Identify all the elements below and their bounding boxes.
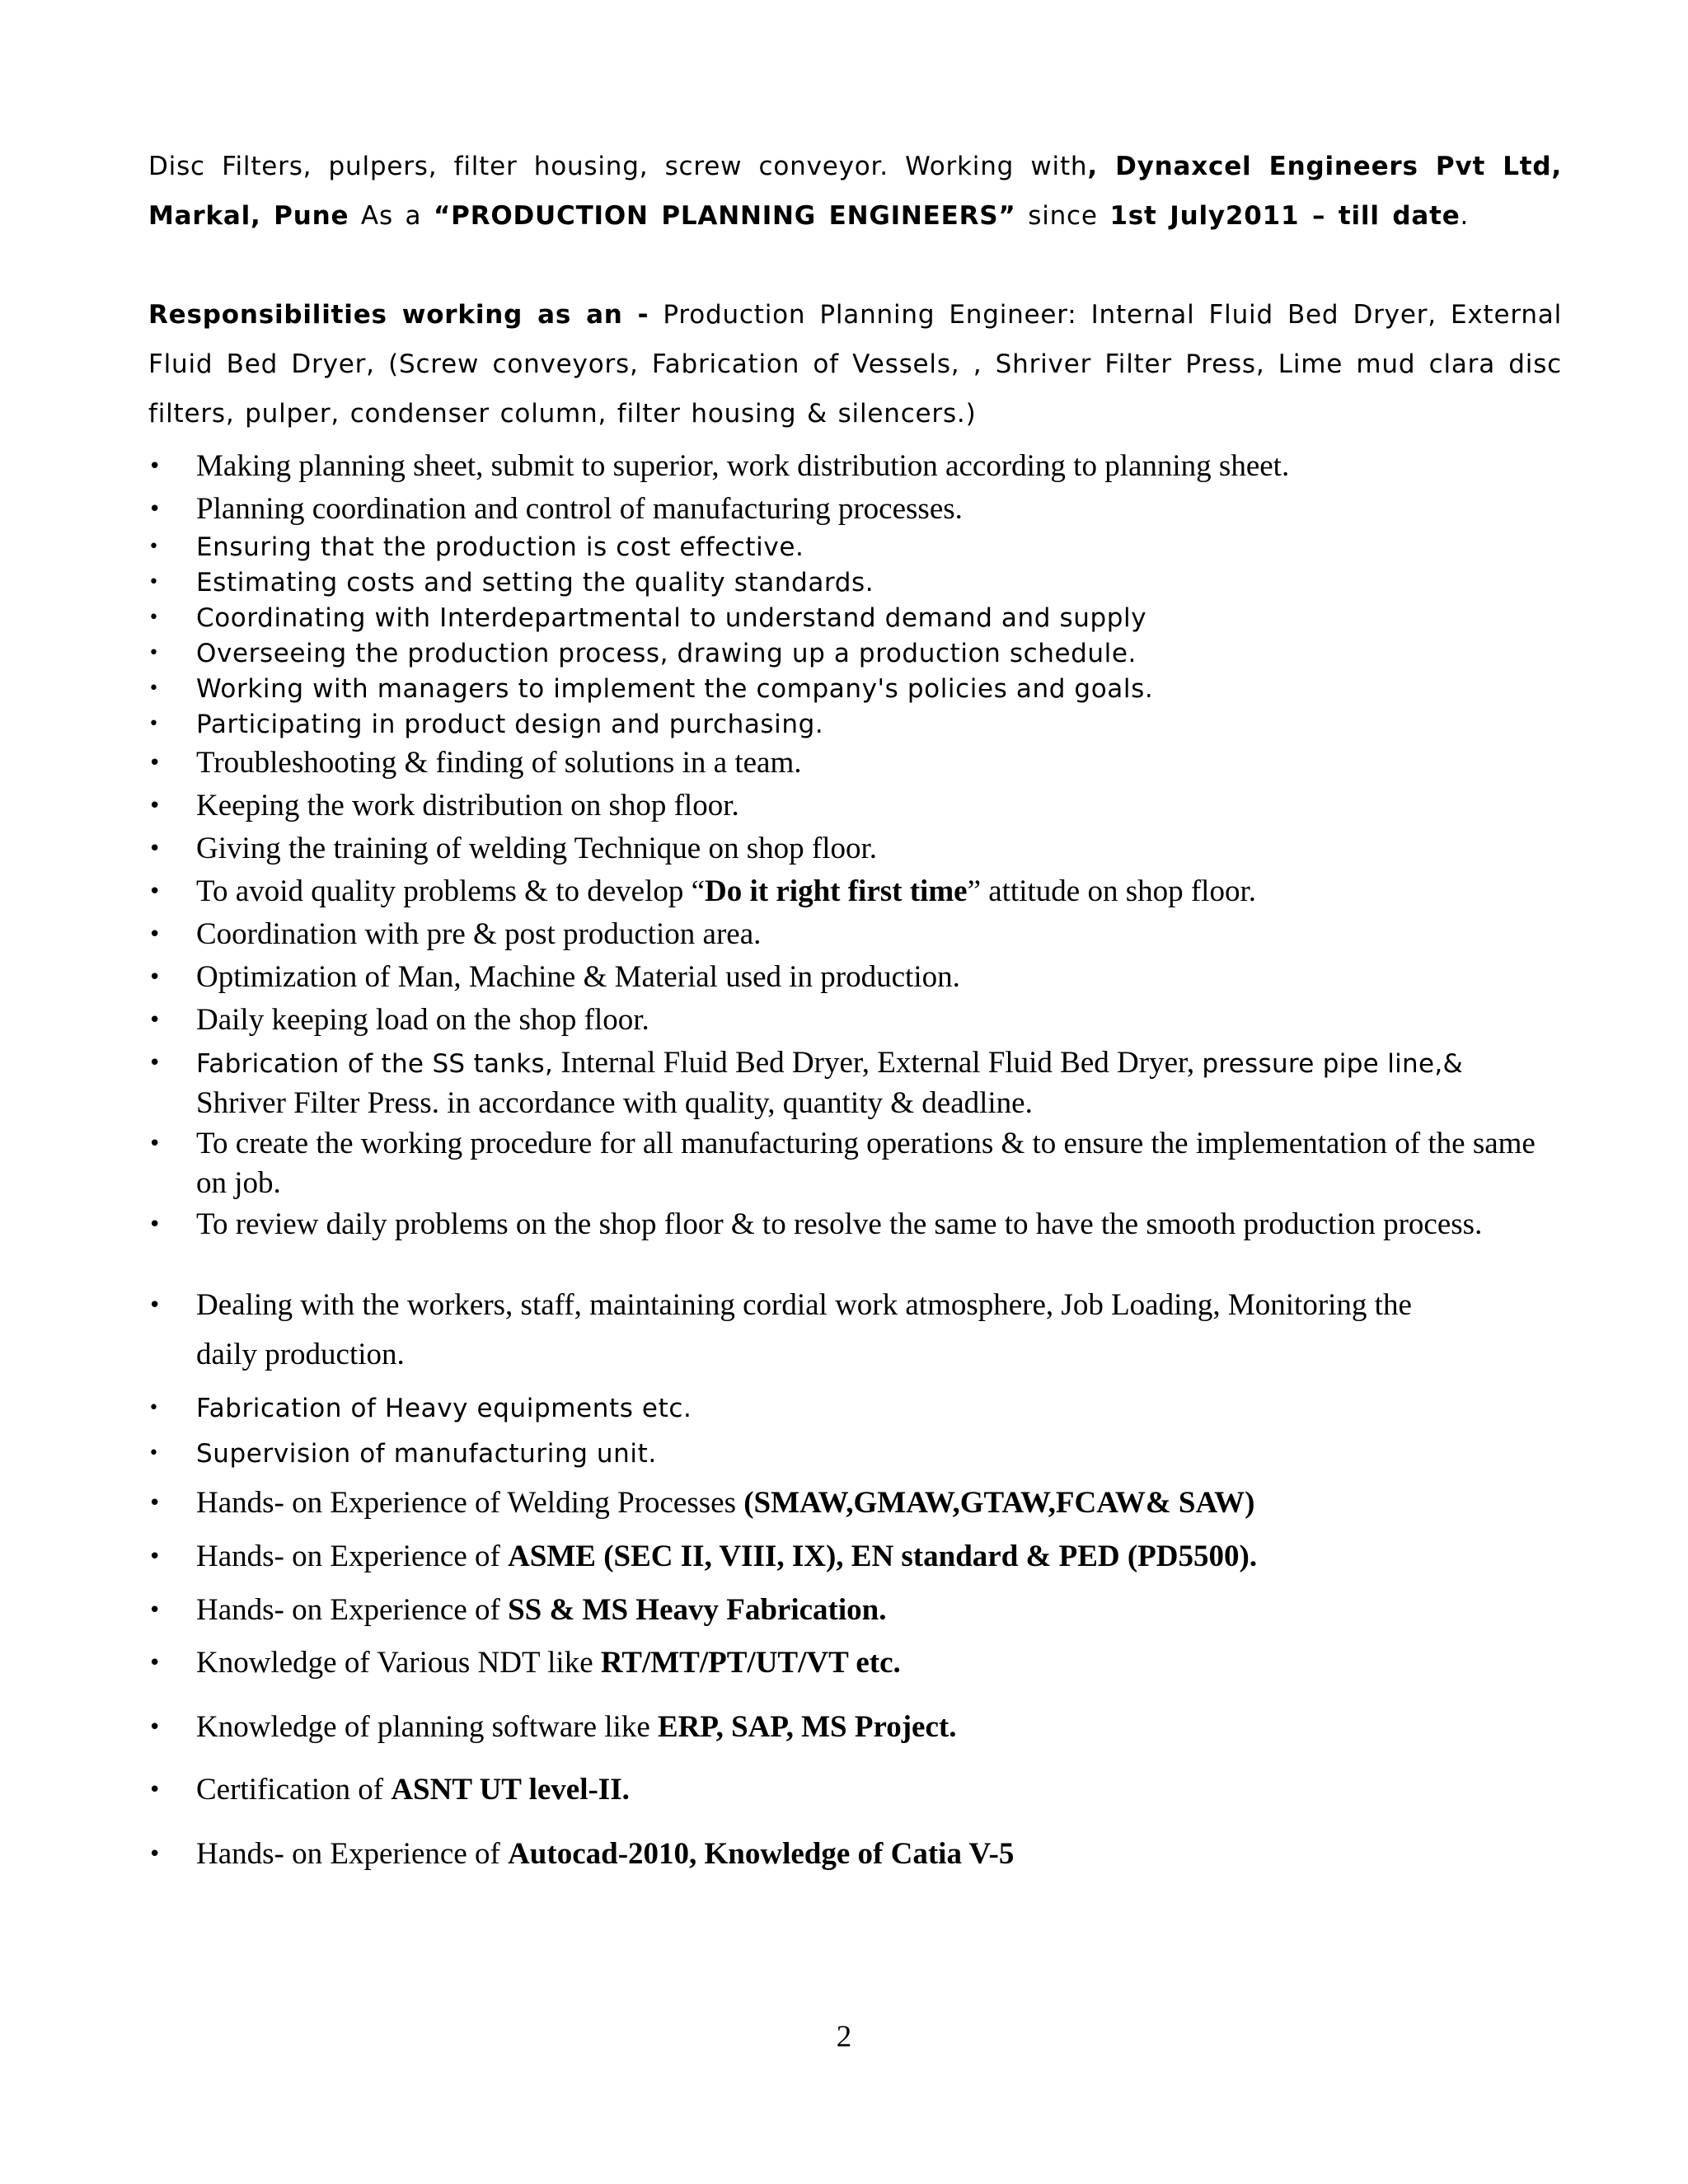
list-item-emphasis: SS & MS Heavy Fabrication. — [508, 1593, 887, 1627]
bullet-icon: • — [148, 837, 162, 861]
bullet-icon: • — [148, 1051, 162, 1076]
bullet-icon: • — [148, 607, 159, 628]
bullet-icon: • — [148, 1491, 162, 1516]
list-item-text-part: Knowledge of Various NDT like — [196, 1646, 601, 1680]
list-item-text-part: Certification of — [196, 1773, 392, 1807]
responsibilities-heading: Responsibilities working as an - — [148, 300, 649, 330]
bullet-icon: • — [148, 1544, 162, 1569]
list-item-text: Supervision of manufacturing unit. — [196, 1439, 657, 1469]
role-title: “PRODUCTION PLANNING ENGINEERS” — [434, 201, 1016, 231]
bullet-icon: • — [148, 1778, 162, 1802]
bullet-icon: • — [148, 1293, 162, 1318]
bullet-icon: • — [148, 879, 162, 904]
list-item-emphasis: ASME (SEC II, VIII, IX), EN standard & PED (PD5500). — [508, 1540, 1258, 1573]
list-item-text: To create the working procedure for all manufacturing operations & to ensure the implementation of the same on job. — [196, 1127, 1536, 1200]
list-item-text: Planning coordination and control of manufacturing processes. — [196, 492, 963, 526]
bullet-icon: • — [148, 1651, 162, 1675]
list-item-text — [196, 1643, 1564, 1683]
list-item-text: Making planning sheet, submit to superior, work distribution according to planning sheet. — [196, 449, 1290, 483]
list-item-text — [196, 1483, 1564, 1523]
bullet-icon: • — [148, 1212, 162, 1237]
bullet-icon: • — [148, 454, 162, 479]
list-item-text: To review daily problems on the shop floor & to resolve the same to have the smooth production process. — [196, 1207, 1483, 1241]
list-item-text — [196, 1708, 1564, 1747]
bullet-icon: • — [148, 678, 159, 699]
bullet-icon: • — [148, 1008, 162, 1033]
bullet-icon: • — [148, 497, 162, 522]
intro-text-2: As a — [349, 201, 434, 231]
bullet-icon: • — [148, 1842, 162, 1867]
list-item-text: Optimization of Man, Machine & Material used in production. — [196, 960, 960, 994]
list-item-text: Ensuring that the production is cost effective. — [196, 532, 804, 562]
intro-text-3: since — [1015, 201, 1110, 231]
list-item-emphasis: ERP, SAP, MS Project. — [658, 1710, 957, 1744]
list-item-text-part: Internal Fluid Bed Dryer, External Fluid Bed Dryer, — [553, 1046, 1203, 1080]
list-item-text: Coordination with pre & post production area. — [196, 917, 762, 951]
bullet-icon: • — [148, 965, 162, 990]
list-item-text: Giving the training of welding Technique on shop floor. — [196, 832, 878, 865]
list-item-text-part: Hands- on Experience of — [196, 1540, 509, 1573]
intro-text-1: Disc Filters, pulpers, filter housing, screw conveyor. Working with — [148, 152, 1088, 181]
list-item-text — [196, 1537, 1564, 1577]
list-item-text-part: Hands- on Experience of — [196, 1593, 509, 1627]
bullet-icon: • — [148, 572, 159, 593]
list-item-text-part: Fabrication of the SS tanks, — [196, 1049, 554, 1079]
list-item-text-part: To avoid quality problems & to develop “ — [196, 874, 706, 908]
list-item-text — [196, 1770, 1564, 1810]
list-item-text-part: pressure pipe line,& — [1202, 1049, 1463, 1079]
list-item-text-part: Knowledge of planning software like — [196, 1710, 658, 1744]
list-item-text: Estimating costs and setting the quality standards. — [196, 568, 874, 598]
bullet-icon: • — [148, 643, 159, 663]
list-item-text-part: daily production. — [196, 1338, 405, 1371]
list-item-text: Overseeing the production process, drawing up a production schedule. — [196, 639, 1137, 668]
list-item-emphasis: ASNT UT level-II. — [391, 1773, 630, 1807]
page-number: 2 — [836, 2020, 852, 2054]
list-item-emphasis: (SMAW,GMAW,GTAW,FCAW& SAW) — [743, 1486, 1255, 1520]
list-item-text-part: Shriver Filter Press. in accordance with quality, quantity & deadline. — [196, 1086, 1033, 1120]
list-item-text-part: Hands- on Experience of — [196, 1837, 509, 1871]
list-item-text: Troubleshooting & finding of solutions in a team. — [196, 746, 802, 780]
company-name: , Dynaxcel Engineers Pvt Ltd, Markal, Pune — [148, 152, 1562, 231]
list-item-text — [196, 872, 1564, 912]
list-item-text — [196, 1043, 1564, 1123]
list-item-emphasis: Do it right first time — [705, 874, 968, 908]
employment-period: 1st July2011 – till date — [1109, 201, 1461, 231]
list-item-text-part: ” attitude on shop floor. — [967, 874, 1256, 908]
bullet-icon: • — [148, 1398, 159, 1418]
list-item-text: Daily keeping load on the shop floor. — [196, 1003, 649, 1037]
bullet-icon: • — [148, 1443, 159, 1464]
list-item-text: Keeping the work distribution on shop floor. — [196, 789, 739, 823]
list-item-text: Working with managers to implement the company's policies and goals. — [196, 674, 1154, 704]
bullet-icon: • — [148, 1598, 162, 1623]
bullet-icon: • — [148, 714, 159, 734]
bullet-icon: • — [148, 1132, 162, 1156]
list-item-text: Fabrication of Heavy equipments etc. — [196, 1394, 692, 1423]
list-item-text-part: Hands- on Experience of Welding Processes — [196, 1486, 744, 1520]
list-item-text: Coordinating with Interdepartmental to understand demand and supply — [196, 603, 1147, 633]
list-item-text — [196, 1286, 1564, 1375]
bullet-icon: • — [148, 1715, 162, 1740]
list-item-emphasis: Autocad-2010, Knowledge of Catia V-5 — [508, 1837, 1015, 1871]
bullet-icon: • — [148, 537, 159, 557]
bullet-icon: • — [148, 794, 162, 818]
responsibilities-text: Production Planning Engineer: Internal Fluid Bed Dryer, External Fluid Bed Dryer, (Screw conveyors, Fabrication of Vessels, , Shriver Filter Press, Lime mud clara disc filters, pulper, condenser column, filter housing & silencers.) — [148, 300, 1562, 429]
list-item-text — [196, 1835, 1564, 1874]
bullet-icon: • — [148, 751, 162, 776]
intro-text-4: . — [1460, 201, 1470, 231]
list-item-text — [196, 1591, 1564, 1630]
bullet-icon: • — [148, 922, 162, 947]
list-item-emphasis: RT/MT/PT/UT/VT etc. — [600, 1646, 901, 1680]
list-item-text: Participating in product design and purchasing. — [196, 710, 824, 739]
list-item-text-part: Dealing with the workers, staff, maintaining cordial work atmosphere, Job Loading, Monitoring the — [196, 1288, 1412, 1322]
